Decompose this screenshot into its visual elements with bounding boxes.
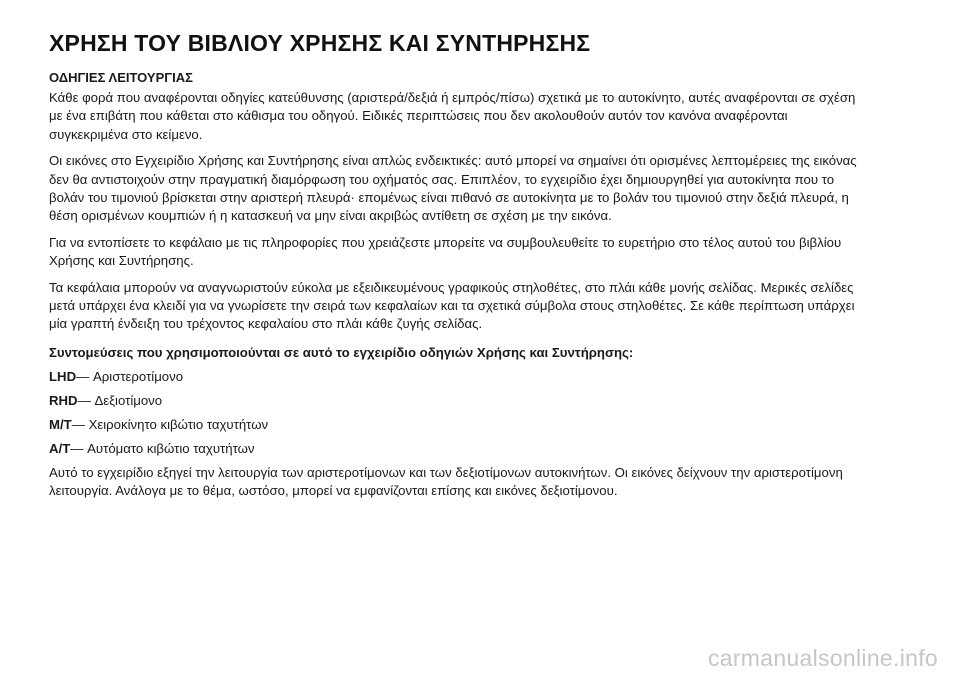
abbreviation-code: M/T (49, 416, 72, 432)
abbreviation-lhd (49, 368, 859, 386)
abbreviation-code: LHD (49, 368, 77, 384)
abbreviation-code: A/T (49, 440, 71, 456)
watermark: carmanualsonline.info (707, 645, 938, 671)
abbreviation-separator: — (70, 440, 88, 456)
section-heading: ΟΔΗΓΙΕΣ ΛΕΙΤΟΥΡΓΙΑΣ (49, 70, 193, 85)
paragraph-index: Για να εντοπίσετε το κεφάλαιο με τις πληροφορίες που χρειάζεστε μπορείτε να συμβουλευθείτε το ευρετήριο στο τέλος αυτού του βιβλίου Χρήσης και Συντήρησης. (49, 234, 842, 269)
abbreviation-meaning: Δεξιοτίμονο (94, 392, 163, 408)
abbreviation-at (49, 440, 859, 458)
abbreviation-meaning: Αυτόματο κιβώτιο ταχυτήτων (87, 440, 255, 456)
manual-page (49, 30, 859, 509)
paragraph-directions: Κάθε φορά που αναφέρονται οδηγίες κατεύθυνσης (αριστερά/δεξιά ή εμπρός/πίσω) σχετικά με το αυτοκίνητο, αυτές αναφέρονται σε σχέση με ένα επιβάτη που κάθεται στο κάθισμα του οδηγού. Ειδικές περιπτώσεις που δεν ακολουθούν αυτόν τον κανόνα αναφέρονται συγκεκριμένα στο κείμενο. (49, 90, 856, 142)
paragraph-closing: Αυτό το εγχειρίδιο εξηγεί την λειτουργία των αριστεροτίμονων και των δεξιοτίμονων αυτοκινήτων. Οι εικόνες δείχνουν την αριστεροτίμονη λειτουργία. Ανάλογα με το θέμα, ωστόσο, μπορεί να εμφανίζονται επίσης και εικόνες δεξιοτίμονου. (49, 464, 843, 499)
abbreviation-code: RHD (49, 392, 78, 408)
paragraph-illustrations: Οι εικόνες στο Εγχειρίδιο Χρήσης και Συντήρησης είναι απλώς ενδεικτικές: αυτό μπορεί να σημαίνει ότι ορισμένες λεπτομέρειες της εικόνας δεν θα αντιστοιχούν στην πραγματική διαμόρφωση του οχήματός σας. Επιπλέον, το εγχειρίδιο έχει δημιουργηθεί για αυτοκίνητα που το βολάν του τιμονιού βρίσκεται στην αριστερή πλευρά· επομένως είναι πιθανό σε αυτοκίνητα με το βολάν του τιμονιού στην δεξιά πλευρά, η θέση ορισμένων κουμπιών ή η κατασκευή να μην είναι ακριβώς αντίθετη σε σχέση με την εικόνα. (49, 153, 857, 224)
abbreviation-separator: — (77, 392, 95, 408)
abbreviations-heading: Συντομεύσεις που χρησιμοποιούνται σε αυτό το εγχειρίδιο οδηγιών Χρήσης και Συντήρησης: (49, 344, 634, 360)
paragraph-chapters: Τα κεφάλαια μπορούν να αναγνωριστούν εύκολα με εξειδικευμένους γραφικούς στηλοθέτες, στο πλάι κάθε μονής σελίδας. Μερικές σελίδες μετά υπάρχει ένα κλειδί για να γνωρίσετε την σειρά των κεφαλαίων και τα σχετικά σύμβολα στους στηλοθέτες. Σε κάθε περίπτωση υπάρχει μία γραπτή ένδειξη του τρέχοντος κεφαλαίου στο πλάι κάθε ζυγής σελίδας. (49, 279, 855, 332)
abbreviation-meaning: Χειροκίνητο κιβώτιο ταχυτήτων (88, 416, 269, 432)
abbreviation-separator: — (76, 368, 93, 384)
page-title: ΧΡΗΣΗ ΤΟΥ ΒΙΒΛΙΟΥ ΧΡΗΣΗΣ ΚΑΙ ΣΥΝΤΗΡΗΣΗΣ (49, 30, 591, 56)
abbreviation-rhd (49, 392, 859, 410)
abbreviation-separator: — (71, 416, 89, 432)
abbreviation-mt (49, 416, 859, 434)
abbreviation-meaning: Αριστεροτίμονο (92, 368, 184, 384)
